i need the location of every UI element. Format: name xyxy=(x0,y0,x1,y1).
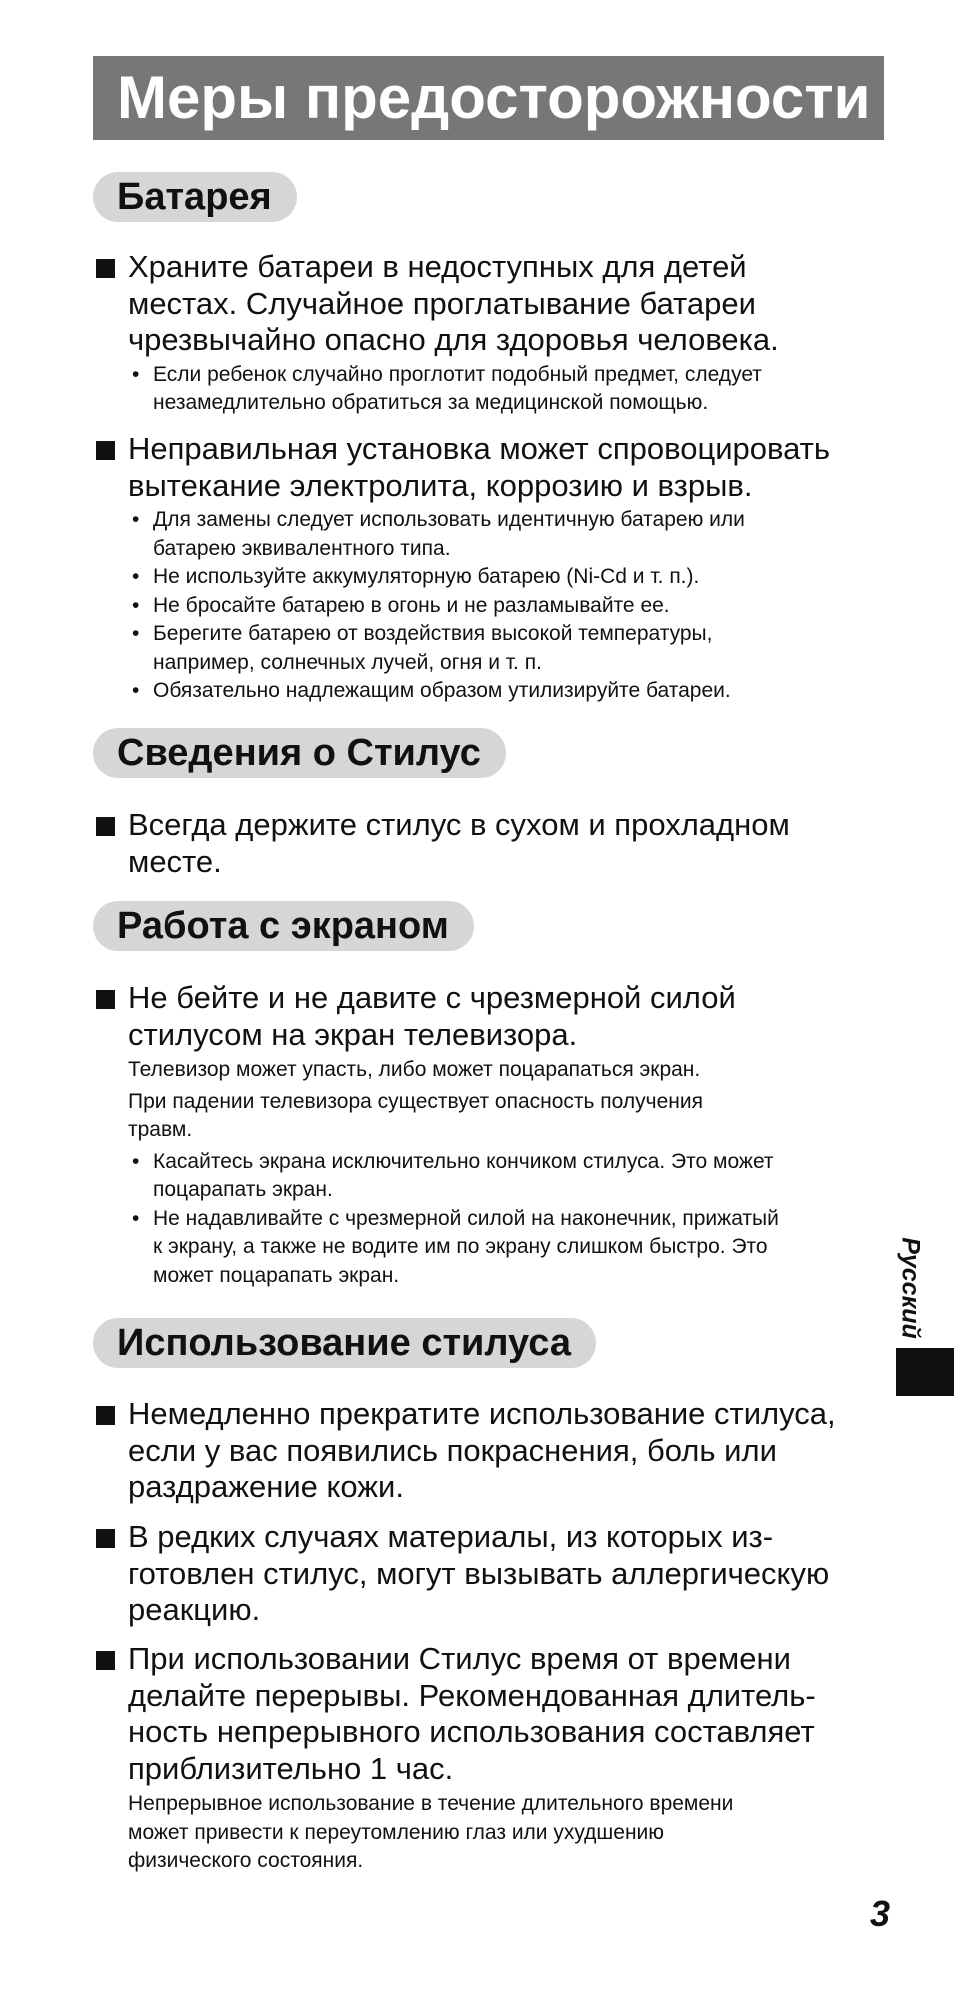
square-bullet-icon xyxy=(96,1651,115,1670)
section-heading-stylus-use xyxy=(93,1318,596,1368)
text-line: Для замены следует использовать идентичную батарею или xyxy=(153,508,745,531)
bullet-item xyxy=(128,620,895,677)
note-text xyxy=(128,1056,895,1085)
text-line: например, солнечных лучей, огня и т. п. xyxy=(153,650,542,674)
section-heading-text: Батарея xyxy=(117,176,272,218)
section-heading-text: Сведения о Стилус xyxy=(117,732,481,774)
text-line: делайте перерывы. Рекомендованная длитель- xyxy=(128,1677,816,1713)
text-line: В редких случаях материалы, из которых из- xyxy=(128,1519,774,1554)
text-line: поцарапать экран. xyxy=(153,1178,333,1201)
dot-bullet-icon: • xyxy=(132,508,140,531)
section-heading-stylus-info xyxy=(93,728,506,778)
precaution-item xyxy=(95,1641,895,1879)
note-text xyxy=(128,1790,895,1876)
text-line: Неправильная установка может спровоцировать xyxy=(128,431,831,466)
section-heading-battery xyxy=(93,172,297,222)
text-line: может привести к переутомлению глаз или ухудшению xyxy=(128,1820,665,1844)
language-label-text: Русский xyxy=(896,1237,925,1339)
dot-bullet-icon: • xyxy=(132,622,140,645)
text-line: готовлен стилус, могут вызывать аллергическую xyxy=(128,1555,830,1591)
text-line: При использовании Стилус время от времени xyxy=(128,1641,791,1676)
precaution-item xyxy=(95,980,895,1290)
bullet-item xyxy=(128,563,895,592)
square-bullet-icon xyxy=(96,990,115,1009)
note-block xyxy=(95,1790,895,1876)
note-block xyxy=(95,1056,895,1290)
text-line: Храните батареи в недоступных для детей xyxy=(128,249,747,284)
text-line: раздражение кожи. xyxy=(128,1469,404,1504)
text-line: При падении телевизора существует опасность получения xyxy=(128,1089,703,1113)
text-line: месте. xyxy=(128,843,222,879)
square-bullet-icon xyxy=(96,259,115,278)
text-line: Не бросайте батарею в огонь и не разламывайте ее. xyxy=(153,593,670,617)
text-line: вытекание электролита, коррозию и взрыв. xyxy=(128,467,753,503)
square-bullet-icon xyxy=(96,817,115,836)
language-tab-marker xyxy=(896,1348,954,1396)
dot-bullet-icon: • xyxy=(132,1149,140,1173)
note-text xyxy=(128,1088,895,1145)
text-line: может поцарапать экран. xyxy=(153,1263,400,1287)
page-number: 3 xyxy=(870,1893,891,1934)
text-line: чрезвычайно опасно для здоровья человека. xyxy=(128,322,779,357)
text-line: если у вас появились покраснения, боль или xyxy=(128,1432,777,1468)
text-line: травм. xyxy=(128,1118,193,1141)
precaution-item xyxy=(95,1396,895,1506)
square-bullet-icon xyxy=(96,1406,115,1425)
section-heading-text: Использование стилуса xyxy=(117,1322,571,1364)
text-line: Непрерывное использование в течение длительного времени xyxy=(128,1792,734,1815)
square-bullet-icon xyxy=(96,1529,115,1548)
precaution-item xyxy=(95,431,895,706)
text-line: Телевизор может упасть, либо может поцарапаться экран. xyxy=(128,1058,701,1081)
language-side-label xyxy=(890,1233,930,1343)
text-line: Немедленно прекратите использование стилуса, xyxy=(128,1396,836,1431)
page-title: Меры предосторожности xyxy=(117,64,871,131)
text-line: незамедлительно обратиться за медицинской помощью. xyxy=(153,391,709,414)
item-lead xyxy=(95,1641,895,1787)
text-line: к экрану, а также не водите им по экрану слишком быстро. Это xyxy=(153,1235,768,1258)
dot-bullet-icon: • xyxy=(132,362,140,386)
precaution-item xyxy=(95,807,895,880)
bullet-item xyxy=(128,677,895,706)
precaution-item xyxy=(95,1519,895,1629)
bullet-list xyxy=(95,361,895,418)
dot-bullet-icon: • xyxy=(132,565,140,588)
text-line: Берегите батарею от воздействия высокой температуры, xyxy=(153,622,713,645)
bullet-list xyxy=(95,506,895,706)
text-line: Если ребенок случайно проглотит подобный предмет, следует xyxy=(153,362,762,386)
text-line: стилусом на экран телевизора. xyxy=(128,1016,578,1052)
text-line: физического состояния. xyxy=(128,1849,364,1872)
text-line: Всегда держите стилус в сухом и прохладном xyxy=(128,807,790,842)
text-line: Не надавливайте с чрезмерной силой на наконечник, прижатый xyxy=(153,1206,779,1230)
section-heading-text: Работа с экраном xyxy=(117,905,449,947)
item-lead xyxy=(95,249,895,359)
bullet-item xyxy=(128,506,895,563)
bullet-item xyxy=(128,361,895,418)
bullet-item xyxy=(128,1205,895,1291)
text-line: приблизительно 1 час. xyxy=(128,1750,454,1786)
text-line: местах. Случайное проглатывание батареи xyxy=(128,285,756,321)
bullet-item xyxy=(128,1148,895,1205)
text-line: Не бейте и не давите с чрезмерной силой xyxy=(128,980,736,1015)
dot-bullet-icon: • xyxy=(132,679,140,702)
item-lead xyxy=(95,1396,895,1506)
dot-bullet-icon: • xyxy=(132,1206,140,1230)
item-lead xyxy=(95,431,895,504)
dot-bullet-icon: • xyxy=(132,593,140,617)
text-line: Обязательно надлежащим образом утилизируйте батареи. xyxy=(153,679,731,702)
text-line: реакцию. xyxy=(128,1592,261,1627)
square-bullet-icon xyxy=(96,441,115,460)
section-heading-screen xyxy=(93,901,474,951)
bullet-item xyxy=(128,592,895,621)
text-line: ность непрерывного использования составляет xyxy=(128,1714,815,1749)
text-line: Касайтесь экрана исключительно кончиком стилуса. Это может xyxy=(153,1149,774,1173)
item-lead xyxy=(95,1519,895,1629)
title-bar xyxy=(93,56,884,140)
precaution-item xyxy=(95,249,895,418)
item-lead xyxy=(95,980,895,1053)
text-line: батарею эквивалентного типа. xyxy=(153,536,451,560)
text-line: Не используйте аккумуляторную батарею (Ni-Cd и т. п.). xyxy=(153,565,700,588)
item-lead xyxy=(95,807,895,880)
